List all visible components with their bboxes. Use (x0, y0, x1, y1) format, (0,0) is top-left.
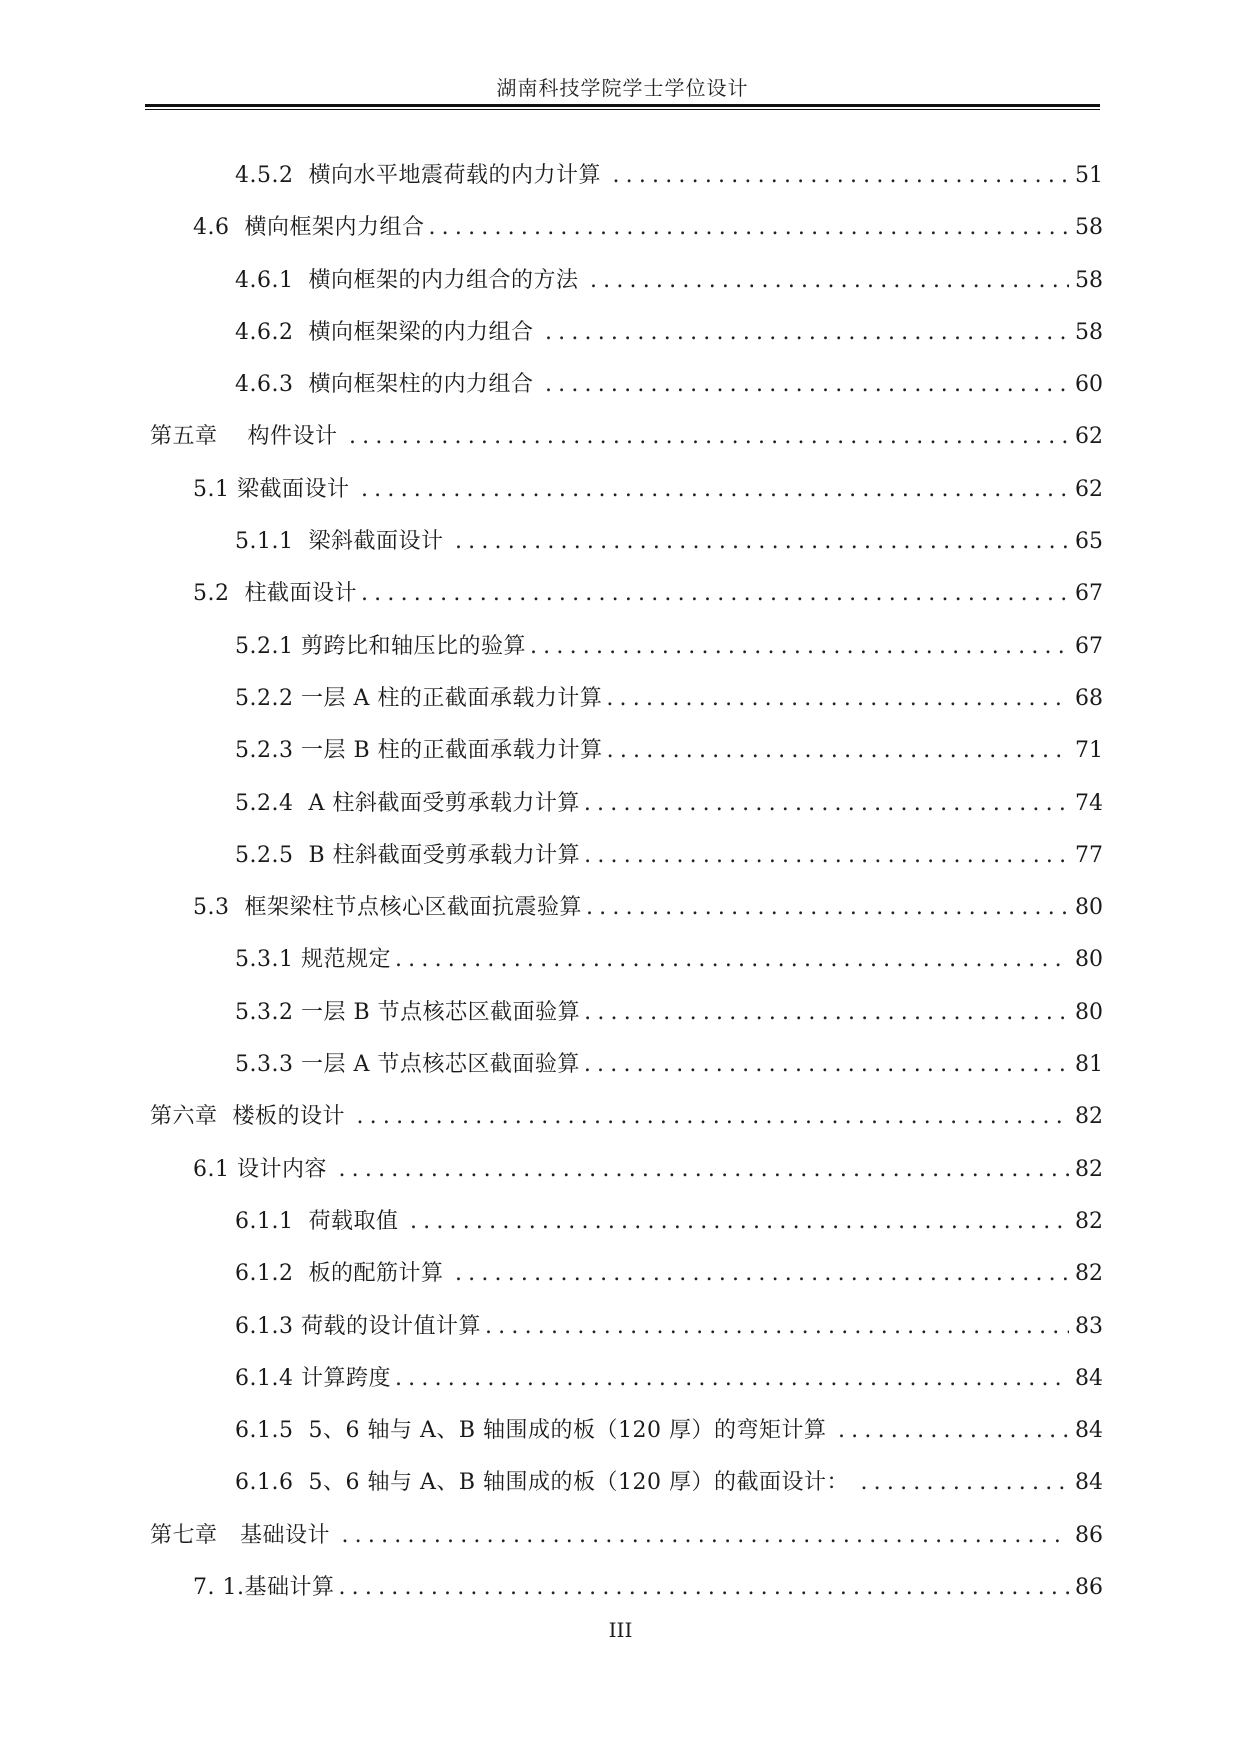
toc-entry-page: 65 (1075, 529, 1103, 555)
toc-entry[interactable] (0, 842, 1241, 894)
toc-entry-page: 77 (1075, 842, 1103, 868)
header-rule-thin (145, 109, 1100, 110)
toc-entry-page: 51 (1075, 163, 1103, 188)
toc-dot-leader (361, 580, 1069, 608)
toc-entry-page: 67 (1075, 581, 1103, 607)
toc-entry-page: 84 (1075, 1470, 1103, 1496)
toc-entry[interactable] (0, 1051, 1241, 1103)
toc-entry[interactable] (0, 267, 1241, 319)
toc-entry-title: 5.3.3 一层 A 节点核芯区截面验算 (235, 1052, 580, 1078)
toc-entry-title: 5.3 框架梁柱节点核心区截面抗震验算 (193, 895, 582, 921)
page-header-title: 湖南科技学院学士学位设计 (496, 76, 749, 100)
toc-entry-title: 5.2 柱截面设计 (193, 581, 357, 607)
toc-dot-leader (838, 1417, 1069, 1445)
toc-entry-title: 5.2.2 一层 A 柱的正截面承载力计算 (235, 685, 603, 711)
toc-entry[interactable] (0, 1469, 1241, 1521)
toc-entry-page: 80 (1075, 999, 1103, 1025)
toc-entry-title: 4.6.2 横向框架梁的内力组合 (235, 319, 541, 345)
toc-entry-page: 58 (1075, 215, 1103, 241)
toc-entry[interactable] (0, 737, 1241, 789)
toc-entry[interactable] (0, 1260, 1241, 1312)
toc-entry-title: 5.2.1 剪跨比和轴压比的验算 (235, 633, 526, 659)
toc-entry[interactable] (0, 423, 1241, 475)
toc-entry[interactable] (0, 476, 1241, 528)
toc-entry[interactable] (0, 790, 1241, 842)
toc-entry-title: 5.2.4 A 柱斜截面受剪承载力计算 (235, 790, 580, 816)
toc-dot-leader (584, 1051, 1069, 1079)
toc-dot-leader (584, 999, 1069, 1027)
toc-dot-leader (606, 685, 1069, 713)
toc-entry-page: 80 (1075, 947, 1103, 973)
toc-entry-title: 6.1.4 计算跨度 (235, 1365, 391, 1391)
toc-dot-leader (590, 267, 1069, 295)
toc-entry[interactable] (0, 528, 1241, 580)
toc-dot-leader (545, 371, 1069, 399)
toc-entry-title: 6.1.6 5、6 轴与 A、B 轴围成的板（120 厚）的截面设计： (235, 1470, 857, 1496)
toc-entry-title: 5.3.2 一层 B 节点核芯区截面验算 (235, 999, 581, 1025)
toc-entry[interactable] (0, 685, 1241, 737)
toc-entry[interactable] (0, 214, 1241, 266)
toc-dot-leader (349, 423, 1069, 451)
toc-entry[interactable] (0, 894, 1241, 946)
toc-entry-title: 第七章 基础设计 (150, 1522, 338, 1548)
toc-entry-page: 80 (1075, 895, 1103, 921)
toc-dot-leader (395, 1365, 1069, 1393)
toc-entry-page: 82 (1075, 1156, 1103, 1182)
table-of-contents (0, 162, 1241, 1626)
toc-entry-page: 82 (1075, 1104, 1103, 1130)
toc-entry-title: 4.6.3 横向框架柱的内力组合 (235, 372, 541, 398)
toc-dot-leader (530, 633, 1069, 661)
toc-entry-title: 6.1.3 荷载的设计值计算 (235, 1313, 481, 1339)
toc-entry-title: 6.1 设计内容 (193, 1156, 335, 1182)
toc-entry-title: 4.6.1 横向框架的内力组合的方法 (235, 267, 586, 293)
toc-entry-title: 7. 1.基础计算 (193, 1575, 335, 1601)
toc-dot-leader (485, 1313, 1069, 1341)
toc-entry-page: 84 (1075, 1418, 1103, 1444)
toc-dot-leader (356, 1103, 1069, 1131)
toc-entry[interactable] (0, 580, 1241, 632)
toc-dot-leader (338, 1156, 1069, 1184)
header-rule-thick (145, 104, 1100, 107)
toc-entry-title: 5.2.3 一层 B 柱的正截面承载力计算 (235, 738, 603, 764)
toc-dot-leader (860, 1469, 1069, 1497)
toc-entry-title: 5.2.5 B 柱斜截面受剪承载力计算 (235, 842, 581, 868)
toc-entry-title: 4.6 横向框架内力组合 (193, 215, 425, 241)
toc-entry[interactable] (0, 371, 1241, 423)
toc-entry-title: 6.1.2 板的配筋计算 (235, 1261, 451, 1287)
toc-entry[interactable] (0, 1103, 1241, 1155)
toc-dot-leader (428, 214, 1069, 242)
toc-dot-leader (455, 528, 1069, 556)
toc-entry[interactable] (0, 162, 1241, 214)
toc-entry[interactable] (0, 1522, 1241, 1574)
toc-entry-page: 62 (1075, 424, 1103, 450)
toc-dot-leader (395, 946, 1069, 974)
toc-entry-page: 67 (1075, 633, 1103, 659)
toc-entry[interactable] (0, 1313, 1241, 1365)
toc-entry[interactable] (0, 999, 1241, 1051)
toc-entry-title: 4.5.2 横向水平地震荷载的内力计算 (235, 163, 609, 188)
toc-entry-page: 81 (1075, 1052, 1103, 1078)
toc-entry[interactable] (0, 1417, 1241, 1469)
toc-entry-title: 6.1.5 5、6 轴与 A、B 轴围成的板（120 厚）的弯矩计算 (235, 1418, 834, 1444)
toc-entry-page: 62 (1075, 476, 1103, 502)
toc-entry-title: 第五章 构件设计 (150, 424, 345, 450)
toc-entry-title: 5.1 梁截面设计 (193, 476, 357, 502)
toc-entry-page: 74 (1075, 790, 1103, 816)
toc-entry[interactable] (0, 946, 1241, 998)
page-number: III (608, 1618, 633, 1642)
toc-dot-leader (545, 319, 1069, 347)
toc-entry-title: 6.1.1 荷载取值 (235, 1208, 406, 1234)
toc-entry-page: 82 (1075, 1208, 1103, 1234)
toc-dot-leader (410, 1208, 1069, 1236)
toc-entry-page: 82 (1075, 1261, 1103, 1287)
toc-dot-leader (607, 737, 1069, 765)
toc-dot-leader (584, 842, 1069, 870)
toc-entry[interactable] (0, 1156, 1241, 1208)
toc-entry-page: 68 (1075, 685, 1103, 711)
toc-dot-leader (338, 1574, 1069, 1602)
toc-dot-leader (586, 894, 1069, 922)
toc-dot-leader (584, 790, 1069, 818)
toc-entry-page: 60 (1075, 372, 1103, 398)
toc-entry-page: 83 (1075, 1313, 1103, 1339)
toc-entry-page: 58 (1075, 319, 1103, 345)
toc-entry-page: 84 (1075, 1365, 1103, 1391)
toc-entry-title: 第六章 楼板的设计 (150, 1104, 353, 1130)
toc-entry[interactable] (0, 633, 1241, 685)
toc-entry-title: 5.3.1 规范规定 (235, 947, 391, 973)
toc-entry[interactable] (0, 1365, 1241, 1417)
toc-entry-page: 86 (1075, 1575, 1103, 1601)
toc-dot-leader (341, 1522, 1069, 1550)
toc-dot-leader (612, 162, 1069, 190)
toc-entry-page: 86 (1075, 1522, 1103, 1548)
toc-entry-title: 5.1.1 梁斜截面设计 (235, 529, 451, 555)
toc-dot-leader (361, 476, 1069, 504)
toc-entry-page: 71 (1075, 738, 1103, 764)
toc-entry-page: 58 (1075, 267, 1103, 293)
toc-dot-leader (455, 1260, 1069, 1288)
toc-entry[interactable] (0, 319, 1241, 371)
toc-entry[interactable] (0, 1208, 1241, 1260)
